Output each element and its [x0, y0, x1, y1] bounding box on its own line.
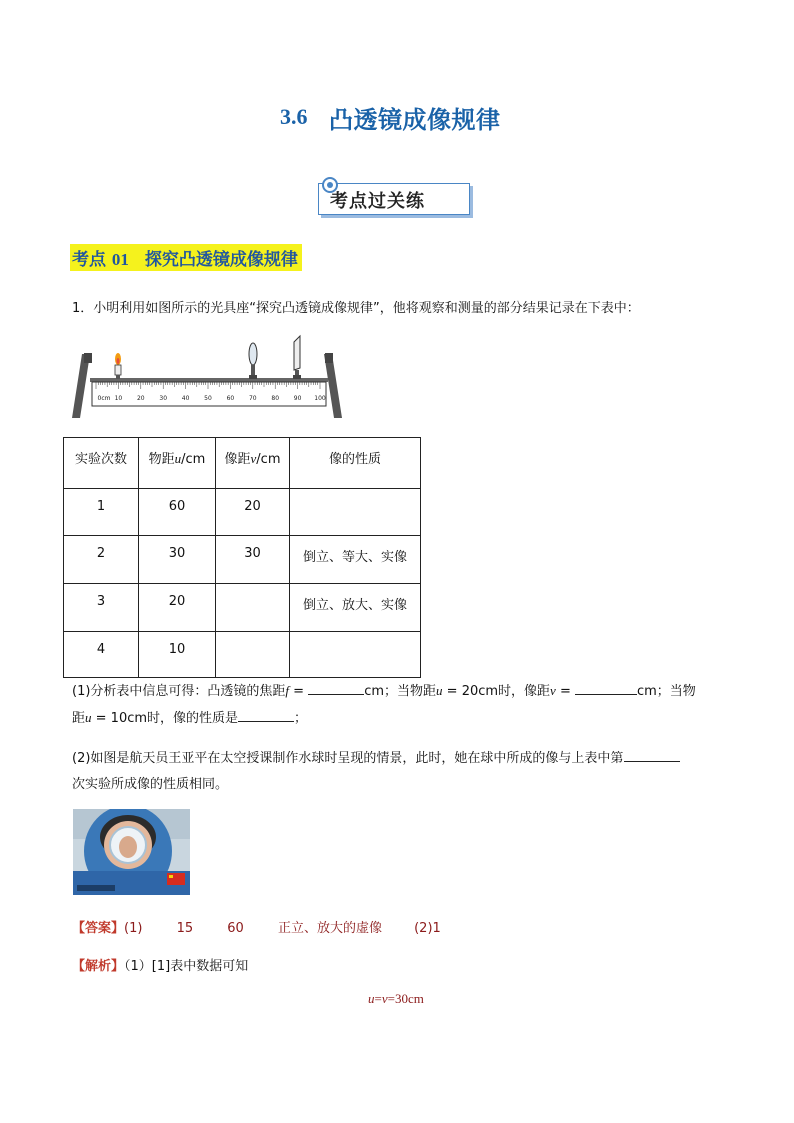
cell-trial: 3	[64, 584, 139, 632]
cell-nature: 倒立、放大、实像	[290, 584, 421, 632]
topic-title: 探究凸透镜成像规律	[144, 250, 298, 270]
trial-number-blank[interactable]	[624, 749, 680, 762]
part1-v-symbol: v	[550, 683, 556, 698]
section-number: 3.6	[280, 104, 308, 129]
cell-u: 10	[139, 632, 216, 678]
focal-length-blank[interactable]	[308, 682, 364, 695]
cell-u: 60	[139, 489, 216, 536]
bench-scale	[92, 382, 326, 406]
part1-line1	[72, 680, 696, 699]
scale-tick-label: 70	[248, 395, 257, 402]
practice-badge	[316, 177, 476, 217]
lens-icon	[249, 343, 257, 379]
scale-tick-label: 30	[159, 395, 168, 402]
answer-item: (1)	[124, 921, 143, 936]
scale-tick-label: 0cm	[97, 395, 111, 402]
header-image-nature: 像的性质	[290, 438, 421, 489]
topic-heading	[70, 244, 302, 271]
part1-text-g: cm；当物	[637, 684, 696, 699]
bench-left-end	[84, 353, 92, 363]
part2-text: (2)如图是航天员王亚平在太空授课制作水球时呈现的情景，此时，她在球中所成的像与上表中第	[72, 751, 624, 766]
section-title: 凸透镜成像规律	[329, 106, 501, 134]
cell-u: 30	[139, 536, 216, 584]
part1-text-c: cm；当物距	[364, 684, 437, 699]
cell-trial: 4	[64, 632, 139, 678]
scale-tick-label: 40	[181, 395, 190, 402]
bench-right-end	[325, 353, 333, 363]
image-nature-blank[interactable]	[238, 709, 294, 722]
question-intro: 1．小明利用如图所示的光具座“探究凸透镜成像规律”，他将观察和测量的部分结果记录在下表中：	[72, 301, 640, 316]
part1-text-d: = 20cm时，像距	[442, 684, 551, 699]
scale-tick-label: 50	[204, 395, 212, 402]
scale-tick-label: 10	[114, 395, 123, 402]
answer-item: 60	[227, 921, 244, 936]
table-row	[64, 536, 421, 584]
water-ball-photo	[73, 809, 190, 895]
part2-line2: 次实验所成像的性质相同。	[72, 777, 229, 792]
cell-v: 20	[216, 489, 290, 536]
bench-rail	[90, 378, 328, 382]
answer-item: 正立、放大的虚像	[277, 921, 382, 936]
analysis-text: （1）[1]表中数据可知	[124, 959, 249, 974]
part1-f-symbol: f	[285, 683, 290, 698]
table-row	[64, 584, 421, 632]
topic-number: 01	[111, 250, 129, 269]
header-image-distance: 像距v/cm	[216, 438, 290, 489]
analysis-line	[72, 955, 248, 974]
analysis-tag: 【解析】	[72, 959, 125, 974]
bench-right-leg	[324, 354, 342, 418]
part1-line2-text-c: ；	[294, 711, 308, 726]
cell-v	[216, 632, 290, 678]
badge-label: 考点过关练	[330, 191, 425, 212]
cell-trial: 2	[64, 536, 139, 584]
answer-item: (2)1	[414, 921, 441, 936]
part1-line2-text-a: 距	[72, 711, 86, 726]
cell-u: 20	[139, 584, 216, 632]
answer-tag: 【答案】	[72, 921, 125, 936]
formula-rest: =30cm	[387, 991, 424, 1006]
formula-eq: =	[374, 991, 382, 1006]
table-row	[64, 489, 421, 536]
cell-nature	[290, 632, 421, 678]
candle-icon	[115, 353, 121, 379]
scale-tick-label: 60	[226, 395, 235, 402]
cell-trial: 1	[64, 489, 139, 536]
scale-tick-label: 80	[271, 395, 280, 402]
part1-text-a: (1)分析表中信息可得：凸透镜的焦距	[72, 684, 286, 699]
analysis-formula	[368, 991, 424, 1007]
scale-tick-label: 100	[314, 395, 326, 402]
header-trial: 实验次数	[64, 438, 139, 489]
cell-v: 30	[216, 536, 290, 584]
part1-u-symbol: u	[436, 683, 443, 698]
image-distance-blank[interactable]	[575, 682, 637, 695]
scale-tick-label: 90	[293, 395, 302, 402]
part1-line2-text-b: = 10cm时，像的性质是	[91, 711, 239, 726]
part1-line2-u-symbol: u	[85, 710, 92, 725]
answer-line	[72, 917, 441, 936]
cell-nature	[290, 489, 421, 536]
header-object-distance: 物距u/cm	[139, 438, 216, 489]
formula-u: u	[368, 991, 375, 1006]
part1-line2	[72, 707, 307, 726]
cell-v	[216, 584, 290, 632]
scale-tick-label: 20	[136, 395, 145, 402]
part1-text-e: =	[555, 684, 575, 699]
bench-left-leg	[72, 354, 90, 418]
answer-item: 15	[176, 921, 194, 936]
cell-nature: 倒立、等大、实像	[290, 536, 421, 584]
results-table	[63, 437, 421, 678]
part1-text-b: =	[289, 684, 309, 699]
topic-label: 考点	[72, 250, 106, 270]
formula-v: v	[381, 991, 388, 1006]
optical-bench-figure	[72, 334, 344, 420]
table-row	[64, 632, 421, 678]
screen-icon	[293, 336, 301, 379]
table-header-row	[64, 438, 421, 489]
part2-line1	[72, 747, 680, 766]
